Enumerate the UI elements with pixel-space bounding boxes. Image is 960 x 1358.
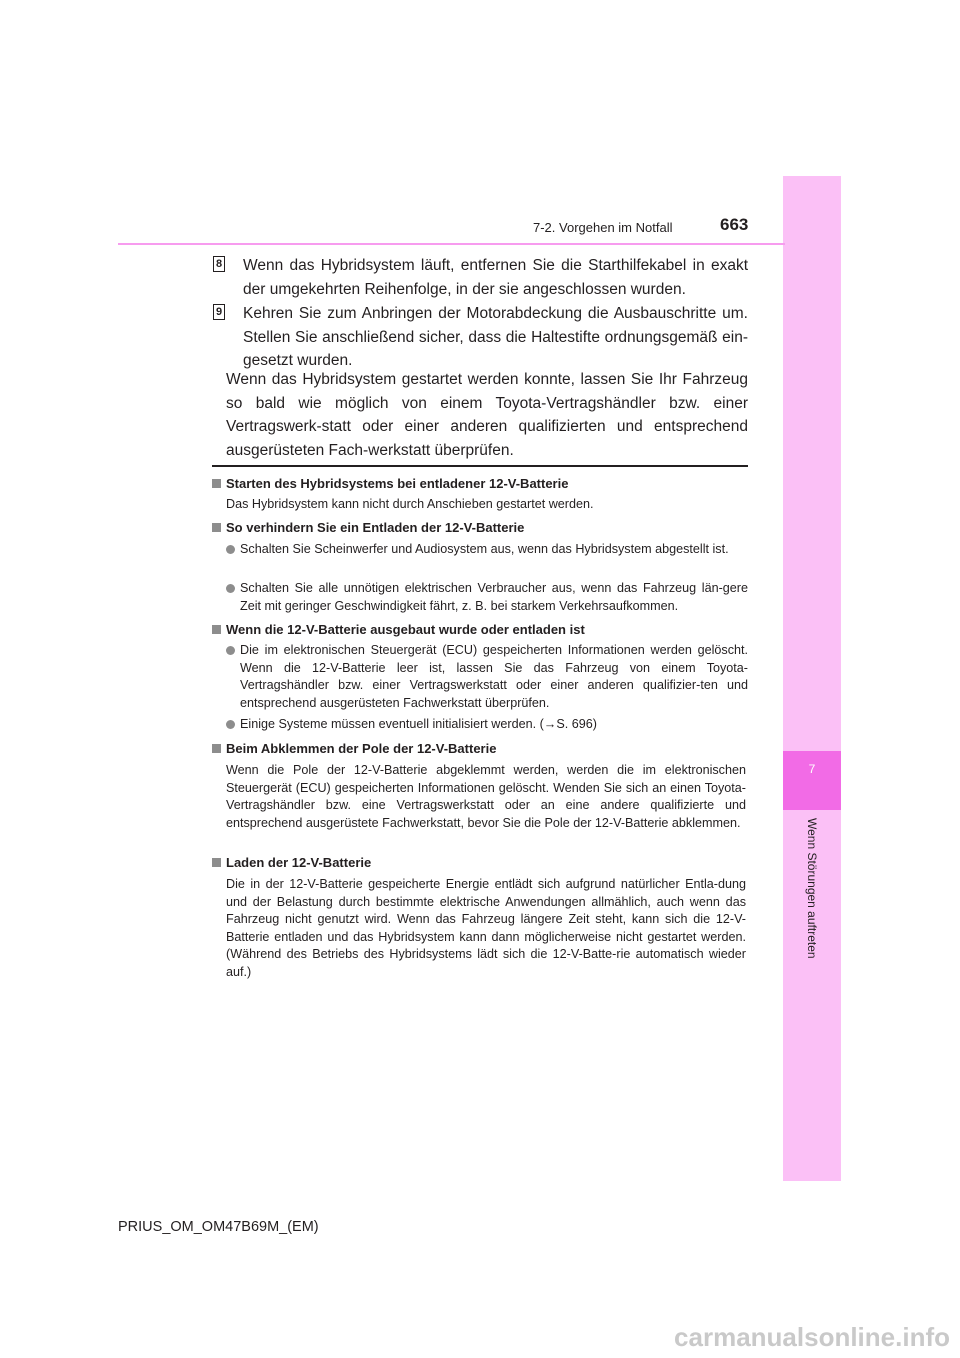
section-title: 7-2. Vorgehen im Notfall — [533, 220, 673, 235]
note-heading — [212, 854, 748, 871]
note-heading — [212, 475, 748, 492]
note-heading — [212, 621, 748, 638]
note-text: Die in der 12-V-Batterie gespeicherte Energie entlädt sich aufgrund natürlicher Entla-dung und der Belastung durch bestimmte elektrische Anwendungen allmählich, auch wenn das Fahrzeug nicht genutzt wird. Wenn das Fahrzeug längere Zeit steht, kann sich die 12-V-Batterie entladen und das Hybridsystem kann dann möglicherweise nicht gestartet werden. (Während des Betriebs des Hybridsystems lädt sich die 12-V-Batte-rie automatisch wieder auf.) — [226, 877, 746, 979]
note-heading — [212, 519, 748, 536]
list-item-text: Die im elektronischen Steuergerät (ECU) gespeicherten Informationen werden gelöscht. Wenn die 12-V-Batterie leer ist, lassen Sie das Fahrzeug von einem Toyota-Vertragshändler bzw. einer Vertragswerkstatt oder einer anderen qualifizier-ten und entsprechend ausgerüsteten Fachwerkstatt überprüfen. — [240, 643, 748, 710]
chapter-side-tab — [783, 176, 841, 1181]
document-code: PRIUS_OM_OM47B69M_(EM) — [118, 1219, 319, 1235]
note-heading-text: Laden der 12-V-Batterie — [226, 855, 372, 870]
list-item — [226, 642, 748, 712]
list-item — [226, 716, 748, 734]
chapter-number-tab — [783, 751, 841, 810]
list-item — [226, 541, 748, 559]
note-text: Das Hybridsystem kann nicht durch Anschieben gestartet werden. — [226, 497, 594, 511]
step-number-box: 8 — [213, 256, 225, 272]
square-bullet-icon — [212, 625, 221, 634]
square-bullet-icon — [212, 744, 221, 753]
round-bullet-icon — [226, 720, 235, 729]
square-bullet-icon — [212, 479, 221, 488]
list-item — [226, 580, 748, 615]
round-bullet-icon — [226, 584, 235, 593]
note-heading-text: Wenn die 12-V-Batterie ausgebaut wurde oder entladen ist — [226, 622, 585, 637]
note-heading-text: Starten des Hybridsystems bei entladener 12-V-Batterie — [226, 476, 569, 491]
step-number-box: 9 — [213, 304, 225, 320]
chapter-number: 7 — [808, 762, 816, 776]
body-paragraph: Wenn das Hybridsystem gestartet werden konnte, lassen Sie Ihr Fahrzeug so bald wie möglich von einem Toyota-Vertragshändler bzw. einer Vertragswerk-statt oder einer anderen qualifizierten und entsprechend ausgerüsteten Fach-werkstatt überprüfen. — [226, 371, 748, 459]
watermark: carmanualsonline.info — [674, 1322, 950, 1352]
list-item-text: Schalten Sie alle unnötigen elektrischen Verbraucher aus, wenn das Fahrzeug län-gere Zeit mit geringer Geschwindigkeit fährt, z. B. bei starkem Verkehrsaufkommen. — [240, 581, 748, 613]
note-heading-text: So verhindern Sie ein Entladen der 12-V-Batterie — [226, 520, 525, 535]
note-text: Wenn die Pole der 12-V-Batterie abgeklemmt werden, werden die im elektronischen Steuergerät (ECU) gespeicherten Informationen gelöscht. Wenden Sie sich an einen Toyota-Vertragshändler bzw. eine Vertragswerkstatt oder an eine andere qualifizierte und entsprechend ausgerüstete Fachwerkstatt, bevor Sie die Pole der 12-V-Batterie abklemmen. — [226, 763, 746, 830]
step-text: Wenn das Hybridsystem läuft, entfernen Sie die Starthilfekabel in exakt der umgekehrten Reihenfolge, in der sie angeschlossen wurden. — [243, 257, 748, 298]
note-heading-text: Beim Abklemmen der Pole der 12-V-Batterie — [226, 741, 497, 756]
note-heading — [212, 740, 748, 757]
square-bullet-icon — [212, 858, 221, 867]
square-bullet-icon — [212, 523, 221, 532]
step-text: Kehren Sie zum Anbringen der Motorabdeckung die Ausbauschritte um. Stellen Sie anschließend sicher, dass die Haltestifte ordnungsgemäß ein-gesetzt wurden. — [243, 305, 748, 369]
section-rule — [212, 465, 748, 467]
list-item-text: Schalten Sie Scheinwerfer und Audiosystem aus, wenn das Hybridsystem abgestellt ist. — [240, 542, 729, 556]
header-divider — [118, 243, 785, 245]
page-number: 663 — [720, 215, 749, 234]
round-bullet-icon — [226, 646, 235, 655]
round-bullet-icon — [226, 545, 235, 554]
chapter-title: Wenn Störungen auftreten — [805, 818, 819, 959]
list-item-text: Einige Systeme müssen eventuell initialisiert werden. (→S. 696) — [240, 717, 597, 731]
